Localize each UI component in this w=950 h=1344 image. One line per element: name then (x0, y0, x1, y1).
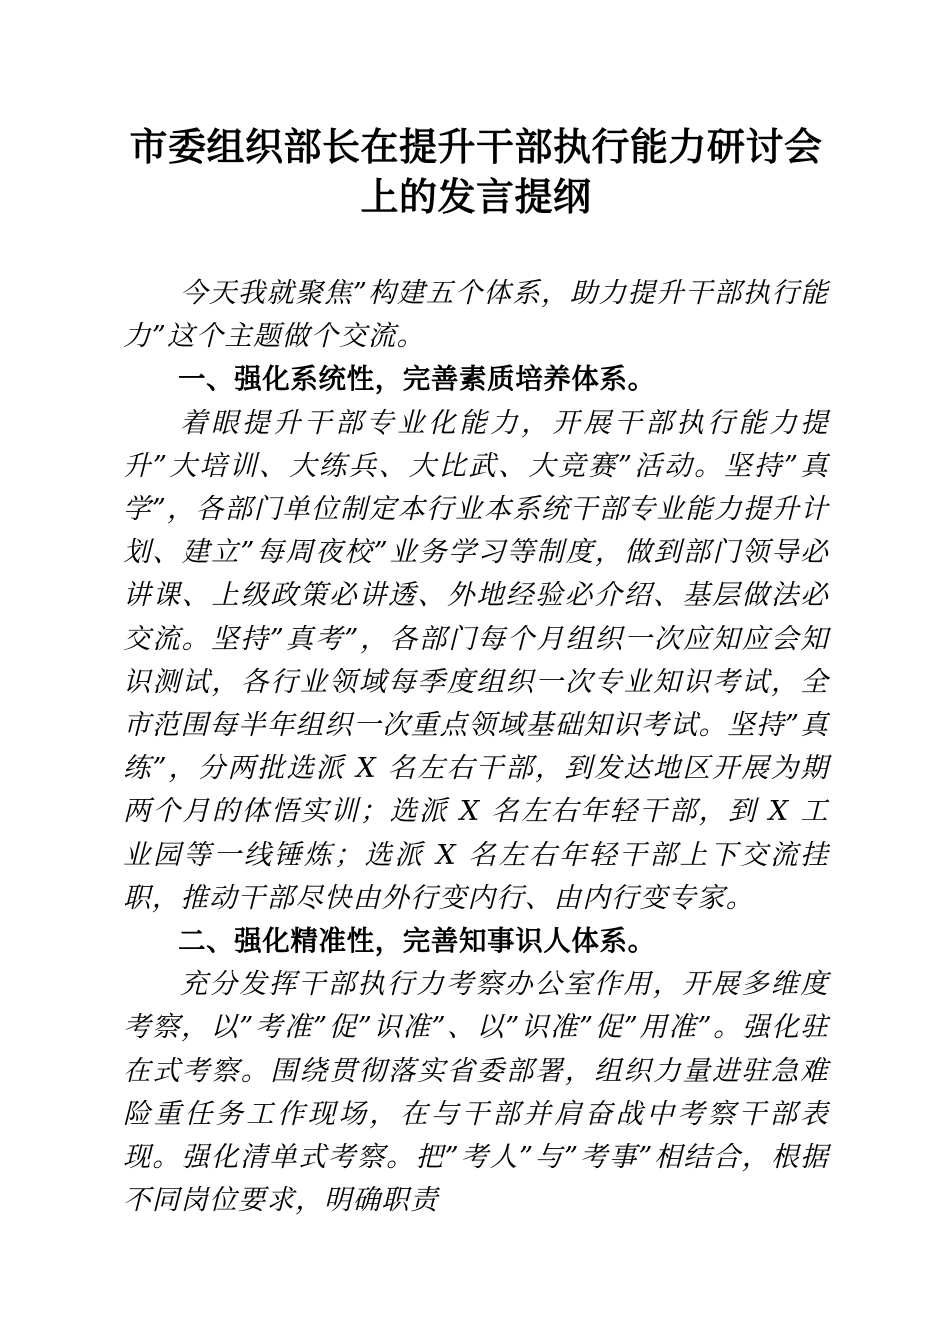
page-title-line-2: 发言提纲 (437, 174, 592, 219)
document-body (123, 0, 829, 1222)
paragraph-section-one-body: 着眼提升干部专业化能力，开展干部执行能力提升”大培训、大练兵、大比武、大竞赛”活动。坚持”真学”，各部门单位制定本行业本系统干部专业能力提升计划、建立”每周夜校”业务学习等制度，做到部门领导必讲课、上级政策必讲透、外地经验必介绍、基层做法必交流。坚持”真考”，各部门每个月组织一次应知应会知识测试，各行业领域每季度组织一次专业知识考试，全市范围每半年组织一次重点领域基础知识考试。坚持”真练”，分两批选派 X 名左右干部，到发达地区开展为期两个月的体悟实训；选派 X 名左右年轻干部，到 X 工业园等一线锤炼；选派 X 名左右年轻干部上下交流挂职，推动干部尽快由外行变内行、由内行变专家。 (123, 406, 829, 914)
page-title (123, 0, 829, 222)
paragraph-intro: 今天我就聚焦”构建五个体系，助力提升干部执行能力”这个主题做个交流。 (123, 277, 829, 353)
heading-section-two: 二、强化精准性，完善知事识人体系。 (178, 925, 656, 958)
title-spacer (123, 222, 829, 272)
page-title-line-1: 市委组织部长在提升干部执行能力研讨会上的 (129, 124, 823, 219)
paragraph-section-two-body: 充分发挥干部执行力考察办公室作用，开展多维度考察，以”考准”促”识准”、以”识准”促”用准”。强化驻在式考察。围绕贯彻落实省委部署，组织力量进驻急难险重任务工作现场，在与干部并肩奋战中考察干部表现。强化清单式考察。把”考人”与”考事”相结合，根据不同岗位要求，明确职责 (123, 968, 829, 1217)
heading-section-one: 一、强化系统性，完善素质培养体系。 (178, 363, 656, 396)
